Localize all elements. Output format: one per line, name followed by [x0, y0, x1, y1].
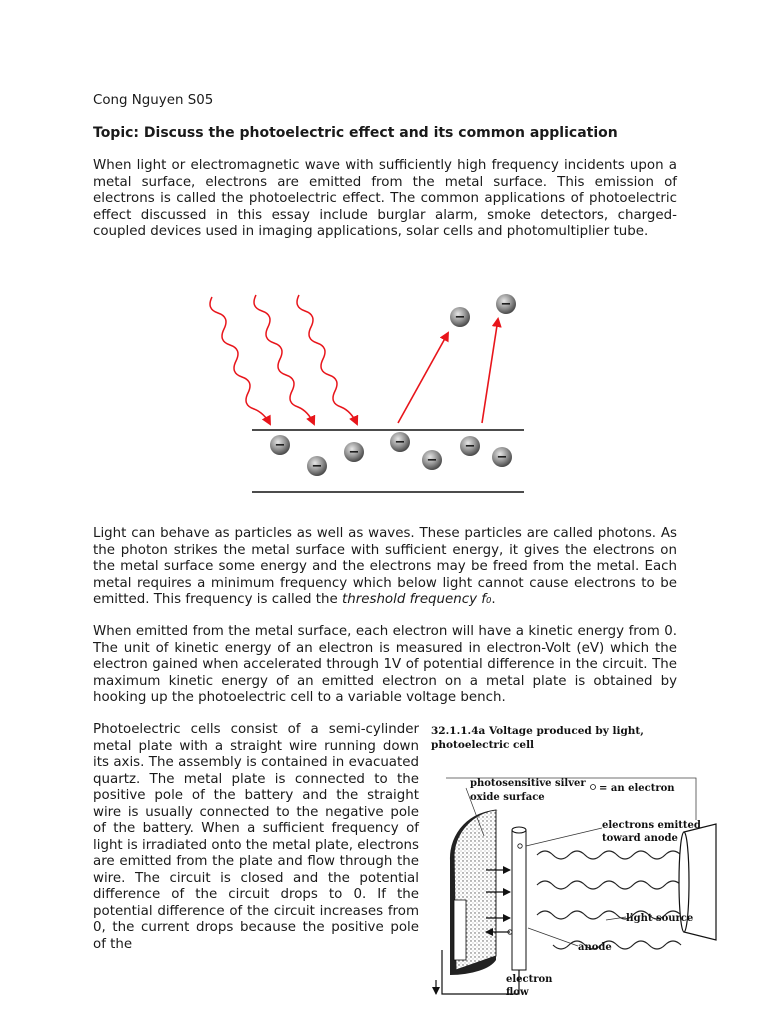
topic-heading: Topic: Discuss the photoelectric effect and its common application [93, 125, 618, 141]
label-electron-flow-2: flow [506, 987, 529, 998]
electron-icon [492, 447, 512, 467]
svg-text:−: − [274, 438, 286, 453]
electron-icon [422, 450, 442, 470]
paragraph-photons-text: Light can behave as particles as well as waves. These particles are called photons. As the photon strikes the metal surface with sufficient energy, it gives the electrons on the metal surface some energy and the electrons may be freed from the metal. Each metal requires a minimum frequency which below light cannot cause electrons to be emitted. This frequency is called the [93, 526, 677, 607]
label-toward-anode: toward anode [602, 833, 678, 844]
light-ray-2 [254, 295, 314, 424]
svg-text:−: − [454, 310, 466, 325]
author-line: Cong Nguyen S05 [93, 93, 214, 108]
svg-text:−: − [464, 439, 476, 454]
paragraph-photons [93, 526, 677, 609]
electron-icon [450, 307, 470, 327]
svg-text:−: − [426, 453, 438, 468]
anode-rod [512, 827, 526, 970]
photoelectric-cell-diagram [426, 720, 726, 1002]
label-electron-flow-1: electron [506, 974, 553, 985]
figure-caption-line1: 32.1.1.4a Voltage produced by light, [431, 725, 644, 737]
svg-text:−: − [500, 297, 512, 312]
photoelectric-effect-diagram [200, 285, 540, 500]
label-anode: anode [578, 942, 612, 953]
electrons [270, 294, 516, 476]
svg-text:−: − [496, 450, 508, 465]
figure-caption-line2: photoelectric cell [431, 739, 535, 751]
electron-icon [460, 436, 480, 456]
svg-text:−: − [311, 459, 323, 474]
electron-icon [270, 435, 290, 455]
svg-text:−: − [348, 445, 360, 460]
paragraph-photons-end: . [491, 592, 496, 607]
light-waves [537, 851, 681, 949]
electron-icon [496, 294, 516, 314]
emission-arrow-2 [482, 319, 498, 423]
svg-text:−: − [394, 435, 406, 450]
emission-arrow-1 [398, 333, 448, 423]
light-rays [210, 295, 357, 424]
label-electrons-emitted: electrons emitted [602, 820, 701, 831]
light-ray-1 [210, 297, 270, 424]
label-photosensitive-surface: photosensitive silver [470, 778, 586, 789]
electron-legend-icon [591, 785, 596, 790]
label-light-source: light source [626, 913, 694, 924]
paragraph-photoelectric-cells: Photoelectric cells consist of a semi-cylinder metal plate with a straight wire running down its axis. The assembly is contained in evacuated quartz. The metal plate is connected to the positive pole of the battery and the straight wire is usually connected to the negative pole of the battery. When a sufficient frequency of light is irradiated onto the metal plate, electrons are emitted from the plate and flow through the wire. The circuit is closed and the potential difference of the circuit drops to 0. If the potential difference of the circuit increases from 0, the current drops because the positive pole of the [93, 722, 419, 952]
electron-icon [344, 442, 364, 462]
paragraph-kinetic-energy: When emitted from the metal surface, each electron will have a kinetic energy from 0. The unit of kinetic energy of an electron is measured in electron-Volt (eV) which the electron gained when accelerated through 1V of potential difference in the circuit. The maximum kinetic energy of an emitted electron on a metal plate is obtained by hooking up the photoelectric cell to a variable voltage bench. [93, 624, 677, 705]
light-ray-3 [297, 295, 357, 424]
label-oxide-surface: oxide surface [470, 792, 545, 803]
paragraph-intro: When light or electromagnetic wave with sufficiently high frequency incidents upon a metal surface, electrons are emitted from the metal surface. This emission of electrons is called the photoelectric effect. The common applications of photoelectric effect discussed in this essay include burglar alarm, smoke detectors, charged-coupled devices used in imaging applications, solar cells and photomultiplier tube. [93, 158, 677, 239]
electron-icon [390, 432, 410, 452]
electron-icon [307, 456, 327, 476]
label-electron-legend: = an electron [599, 783, 675, 794]
threshold-frequency-term: threshold frequency f₀ [341, 592, 492, 607]
